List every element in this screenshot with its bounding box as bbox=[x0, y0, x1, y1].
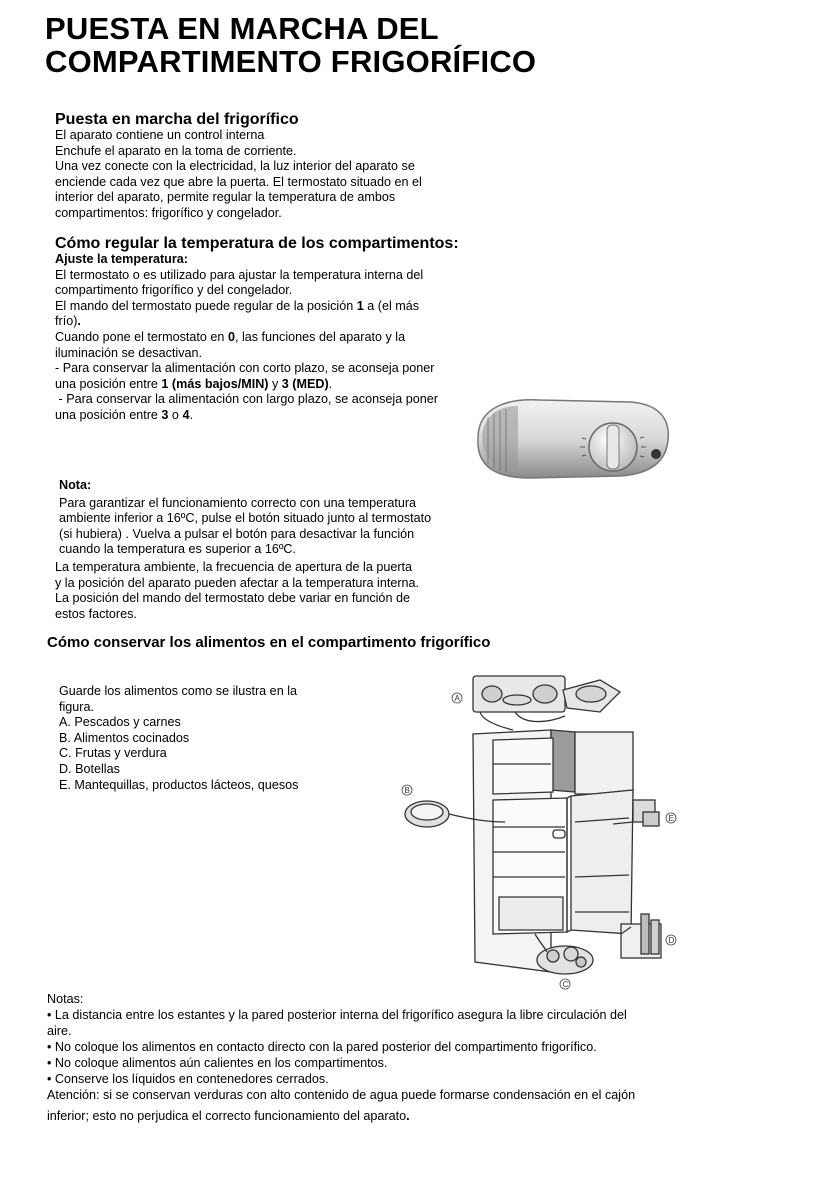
puesta-line: interior del aparato, permite regular la temperatura de ambos bbox=[55, 190, 396, 205]
notas-line: inferior; esto no perjudica el correcto funcionamiento del aparato. bbox=[47, 1109, 410, 1123]
section-heading-puesta: Puesta en marcha del frigorífico bbox=[55, 111, 299, 128]
nota-line: cuando la temperatura es superior a 16ºC. bbox=[59, 542, 297, 557]
regular-line: una posición entre 1 (más bajos/MIN) y 3 (MED). bbox=[55, 376, 333, 391]
list-item: C. Frutas y verdura bbox=[59, 746, 167, 761]
nota-heading: Nota: bbox=[59, 478, 92, 492]
regular-line: - Para conservar la alimentación con corto plazo, se aconseja poner bbox=[55, 361, 435, 376]
puesta-line: Enchufe el aparato en la toma de corriente. bbox=[55, 143, 297, 158]
regular-line: frío). bbox=[55, 314, 81, 329]
list-item: Guarde los alimentos como se ilustra en la bbox=[59, 684, 297, 698]
nota-line: Para garantizar el funcionamiento correcto con una temperatura bbox=[59, 495, 417, 510]
regular-line: compartimento frigorífico y del congelador. bbox=[55, 283, 293, 298]
puesta-line: El aparato contiene un control interna bbox=[55, 128, 265, 142]
puesta-line: Una vez conecte con la electricidad, la luz interior del aparato se bbox=[55, 159, 415, 174]
title-line-1: PUESTA EN MARCHA DEL bbox=[45, 11, 439, 46]
list-item: A. Pescados y carnes bbox=[59, 715, 181, 730]
section-heading-conservar: Cómo conservar los alimentos en el compartimento frigorífico bbox=[47, 634, 491, 651]
regular-line: iluminación se desactivan. bbox=[55, 345, 203, 360]
notas-line: • La distancia entre los estantes y la pared posterior interna del frigorífico asegura la libre circulación del bbox=[47, 1008, 627, 1022]
nota-line: ambiente inferior a 16ºC, pulse el botón situado junto al termostato bbox=[59, 511, 432, 526]
list-item: B. Alimentos cocinados bbox=[59, 730, 190, 745]
puesta-line: compartimentos: frigorífico y congelador. bbox=[55, 205, 282, 220]
figure-label-d: D bbox=[668, 936, 675, 945]
list-item: figura. bbox=[59, 699, 95, 714]
fridge-diagram bbox=[395, 672, 685, 990]
regular-line: Cuando pone el termostato en 0, las funciones del aparato y la bbox=[55, 329, 406, 344]
nota-extra-line: estos factores. bbox=[55, 606, 137, 621]
puesta-line: enciende cada vez que abre la puerta. El termostato situado en el bbox=[55, 174, 422, 189]
regular-line: una posición entre 3 o 4. bbox=[55, 407, 193, 422]
notas-line: • Conserve los líquidos en contenedores cerrados. bbox=[47, 1072, 329, 1086]
nota-extra-line: y la posición del aparato pueden afectar a la temperatura interna. bbox=[55, 575, 420, 590]
notas-block bbox=[47, 991, 635, 1124]
list-item: D. Botellas bbox=[59, 761, 120, 776]
figure-label-e: E bbox=[668, 814, 674, 823]
nota-extra-line: La temperatura ambiente, la frecuencia de apertura de la puerta bbox=[55, 560, 413, 574]
puesta-paragraph bbox=[55, 128, 422, 222]
page-title bbox=[45, 12, 665, 78]
list-item: E. Mantequillas, productos lácteos, quesos bbox=[59, 777, 299, 792]
nota-extra bbox=[55, 560, 419, 622]
notas-line: • No coloque los alimentos en contacto directo con la pared posterior del compartimento frigorífico. bbox=[47, 1040, 597, 1054]
notas-line: aire. bbox=[47, 1024, 72, 1038]
nota-box bbox=[59, 478, 431, 558]
nota-line: (si hubiera) . Vuelva a pulsar el botón para desactivar la función bbox=[59, 526, 415, 541]
regular-subheading: Ajuste la temperatura: bbox=[55, 252, 188, 266]
nota-extra-line: La posición del mando del termostato debe variar en función de bbox=[55, 591, 410, 606]
notas-line: Atención: si se conservan verduras con alto contenido de agua puede formarse condensación en el cajón bbox=[47, 1088, 636, 1102]
conservar-list bbox=[59, 684, 298, 793]
regular-line: - Para conservar la alimentación con largo plazo, se aconseja poner bbox=[55, 392, 438, 407]
section-heading-regular: Cómo regular la temperatura de los compartimentos: bbox=[55, 235, 459, 252]
regular-line: El termostato o es utilizado para ajustar la temperatura interna del bbox=[55, 267, 424, 282]
figure-label-c: C bbox=[562, 980, 569, 989]
regular-paragraph bbox=[55, 252, 438, 424]
figure-label-a: A bbox=[454, 694, 460, 703]
title-line-2: COMPARTIMENTO FRIGORÍFICO bbox=[45, 44, 537, 79]
figure-label-b: B bbox=[404, 786, 410, 795]
notas-heading: Notas: bbox=[47, 992, 84, 1006]
thermostat-illustration bbox=[470, 392, 675, 484]
notas-line: • No coloque alimentos aún calientes en los compartimentos. bbox=[47, 1056, 388, 1070]
regular-line: El mando del termostato puede regular de la posición 1 a (el más bbox=[55, 298, 420, 313]
